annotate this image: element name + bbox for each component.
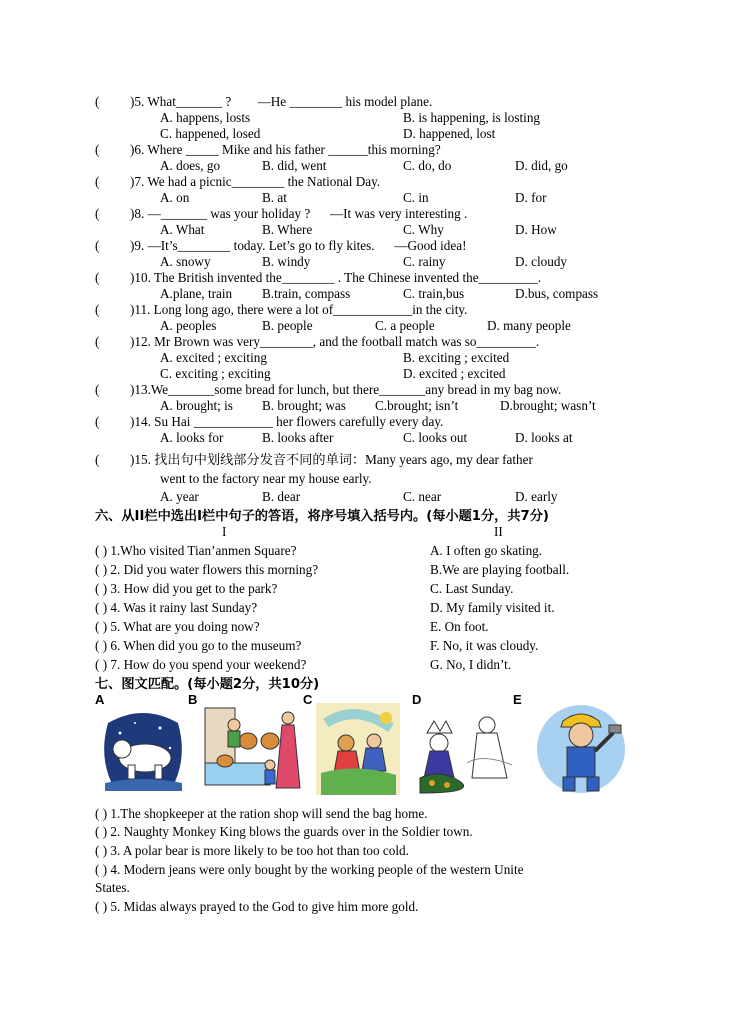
matching-answer: B.We are playing football. [430, 562, 570, 577]
matching-question[interactable]: ( ) 2. Did you water flowers this morning? [95, 562, 319, 577]
option: B. windy [262, 254, 311, 269]
option: B. looks after [262, 430, 334, 445]
answer-paren[interactable]: ( [95, 270, 100, 285]
option: D.bus, compass [515, 286, 599, 301]
picture-letter-e: E [513, 692, 522, 707]
option: A. on [160, 190, 190, 205]
answer-paren[interactable]: ( [95, 334, 100, 349]
matching-answer: D. My family visited it. [430, 600, 555, 615]
option: A. excited ; exciting [160, 350, 267, 365]
option: C. in [403, 190, 429, 205]
option: A. peoples [160, 318, 217, 333]
answer-paren[interactable]: ( [95, 302, 100, 317]
question-text: )9. —It’s________ today. Let’s go to fly kites. —Good idea! [130, 238, 467, 253]
matching-question[interactable]: ( ) 1.Who visited Tian’anmen Square? [95, 543, 297, 558]
matching-row [0, 618, 737, 636]
matching-question[interactable]: ( ) 7. How do you spend your weekend? [95, 657, 307, 672]
option: D. did, go [515, 158, 568, 173]
option: A. What [160, 222, 205, 237]
question-15-line [0, 470, 737, 488]
answer-paren[interactable]: ( [95, 94, 100, 109]
option: A. year [160, 489, 199, 504]
picture-match-text: ( ) 2. Naughty Monkey King blows the guards over in the Soldier town. [95, 824, 473, 839]
question-15-line [0, 451, 737, 469]
question-text: )5. What_______ ? —He ________ his model plane. [130, 94, 433, 109]
monkey-king-picture [316, 703, 400, 795]
section7-title: 七、图文匹配。(每小题2分，共10分) [95, 677, 320, 692]
question-text: )6. Where _____ Mike and his father ______this morning? [130, 142, 441, 157]
picture-match-row[interactable] [0, 898, 737, 916]
answer-paren[interactable]: ( [95, 142, 100, 157]
polar-bear-picture [100, 703, 186, 795]
option: B.train, compass [262, 286, 351, 301]
matching-row [0, 656, 737, 674]
option: D. cloudy [515, 254, 568, 269]
option: B. is happening, is losting [403, 110, 541, 125]
matching-answer: E. On foot. [430, 619, 489, 634]
picture-match-row[interactable] [0, 823, 737, 841]
question-text: )15. 找出句中划线部分发音不同的单词：Many years ago, my dear father [130, 452, 533, 467]
picture-match-text: ( ) 3. A polar bear is more likely to be too hot than too cold. [95, 843, 409, 858]
option: A. brought; is [160, 398, 233, 413]
worker-picture [533, 703, 629, 795]
option: D. for [515, 190, 547, 205]
question-text: )10. The British invented the________ . The Chinese invented the_________. [130, 270, 542, 285]
answer-paren[interactable]: ( [95, 206, 100, 221]
column-ii-header: II [494, 524, 503, 539]
option: C. near [403, 489, 442, 504]
answer-paren[interactable]: ( [95, 238, 100, 253]
matching-row [0, 542, 737, 560]
option: A.plane, train [160, 286, 233, 301]
picture-match-row[interactable] [0, 842, 737, 860]
matching-question[interactable]: ( ) 3. How did you get to the park? [95, 581, 278, 596]
option: C. Why [403, 222, 444, 237]
matching-answer: F. No, it was cloudy. [430, 638, 539, 653]
option: C.brought; isn’t [375, 398, 459, 413]
picture-match-row[interactable] [0, 879, 737, 897]
option: C. train,bus [403, 286, 465, 301]
picture-match-text: ( ) 5. Midas always prayed to the God to give him more gold. [95, 899, 419, 914]
matching-answer: A. I often go skating. [430, 543, 543, 558]
midas-picture [412, 703, 520, 795]
question-text: )11. Long long ago, there were a lot of____________in the city. [130, 302, 468, 317]
question-text: )7. We had a picnic________ the National Day. [130, 174, 381, 189]
answer-paren[interactable]: ( [95, 382, 100, 397]
option: D. How [515, 222, 557, 237]
picture-letter-c: C [303, 692, 313, 707]
question-text: )12. Mr Brown was very________, and the football match was so_________. [130, 334, 540, 349]
matching-answer: C. Last Sunday. [430, 581, 514, 596]
matching-row [0, 599, 737, 617]
section6-title: 六、从II栏中选出I栏中句子的答语，将序号填入括号内。(每小题1分，共7分) [95, 509, 549, 524]
option: D. happened, lost [403, 126, 496, 141]
option: D. excited ; excited [403, 366, 506, 381]
column-i-header: I [222, 524, 227, 539]
question-text: )13.We_______some bread for lunch, but there_______any bread in my bag now. [130, 382, 562, 397]
option: D.brought; wasn’t [500, 398, 596, 413]
answer-paren[interactable]: ( [95, 452, 100, 467]
option: C. do, do [403, 158, 452, 173]
question-text: went to the factory near my house early. [160, 471, 372, 486]
option: C. happened, losed [160, 126, 261, 141]
picture-letter-b: B [188, 692, 198, 707]
matching-question[interactable]: ( ) 6. When did you go to the museum? [95, 638, 302, 653]
option: A. snowy [160, 254, 211, 269]
picture-letter-d: D [412, 692, 422, 707]
picture-match-text: ( ) 1.The shopkeeper at the ration shop will send the bag home. [95, 806, 428, 821]
option: B. did, went [262, 158, 327, 173]
option: B. dear [262, 489, 301, 504]
question-text: )8. —_______ was your holiday ? —It was very interesting . [130, 206, 468, 221]
matching-question[interactable]: ( ) 4. Was it rainy last Sunday? [95, 600, 258, 615]
option: B. brought; was [262, 398, 346, 413]
option: C. looks out [403, 430, 468, 445]
matching-row [0, 637, 737, 655]
picture-match-row[interactable] [0, 805, 737, 823]
option: B. exciting ; excited [403, 350, 510, 365]
option: B. people [262, 318, 313, 333]
option: C. a people [375, 318, 435, 333]
ration-shop-picture [200, 703, 310, 795]
matching-answer: G. No, I didn’t. [430, 657, 512, 672]
picture-match-text: ( ) 4. Modern jeans were only bought by the working people of the western Unite [95, 862, 524, 877]
option: C. exciting ; exciting [160, 366, 271, 381]
picture-match-text: States. [95, 880, 130, 895]
question-text: )14. Su Hai ____________ her flowers carefully every day. [130, 414, 444, 429]
answer-paren[interactable]: ( [95, 414, 100, 429]
matching-row [0, 580, 737, 598]
option: A. does, go [160, 158, 221, 173]
options-row [0, 429, 737, 447]
option: C. rainy [403, 254, 446, 269]
matching-row [0, 561, 737, 579]
picture-match-row[interactable] [0, 861, 737, 879]
answer-paren[interactable]: ( [95, 174, 100, 189]
matching-question[interactable]: ( ) 5. What are you doing now? [95, 619, 260, 634]
option: D. early [515, 489, 558, 504]
option: B. at [262, 190, 287, 205]
option: A. looks for [160, 430, 224, 445]
option: B. Where [262, 222, 313, 237]
options-row [0, 488, 737, 506]
option: A. happens, losts [160, 110, 251, 125]
option: D. many people [487, 318, 571, 333]
option: D. looks at [515, 430, 573, 445]
picture-letter-a: A [95, 692, 105, 707]
